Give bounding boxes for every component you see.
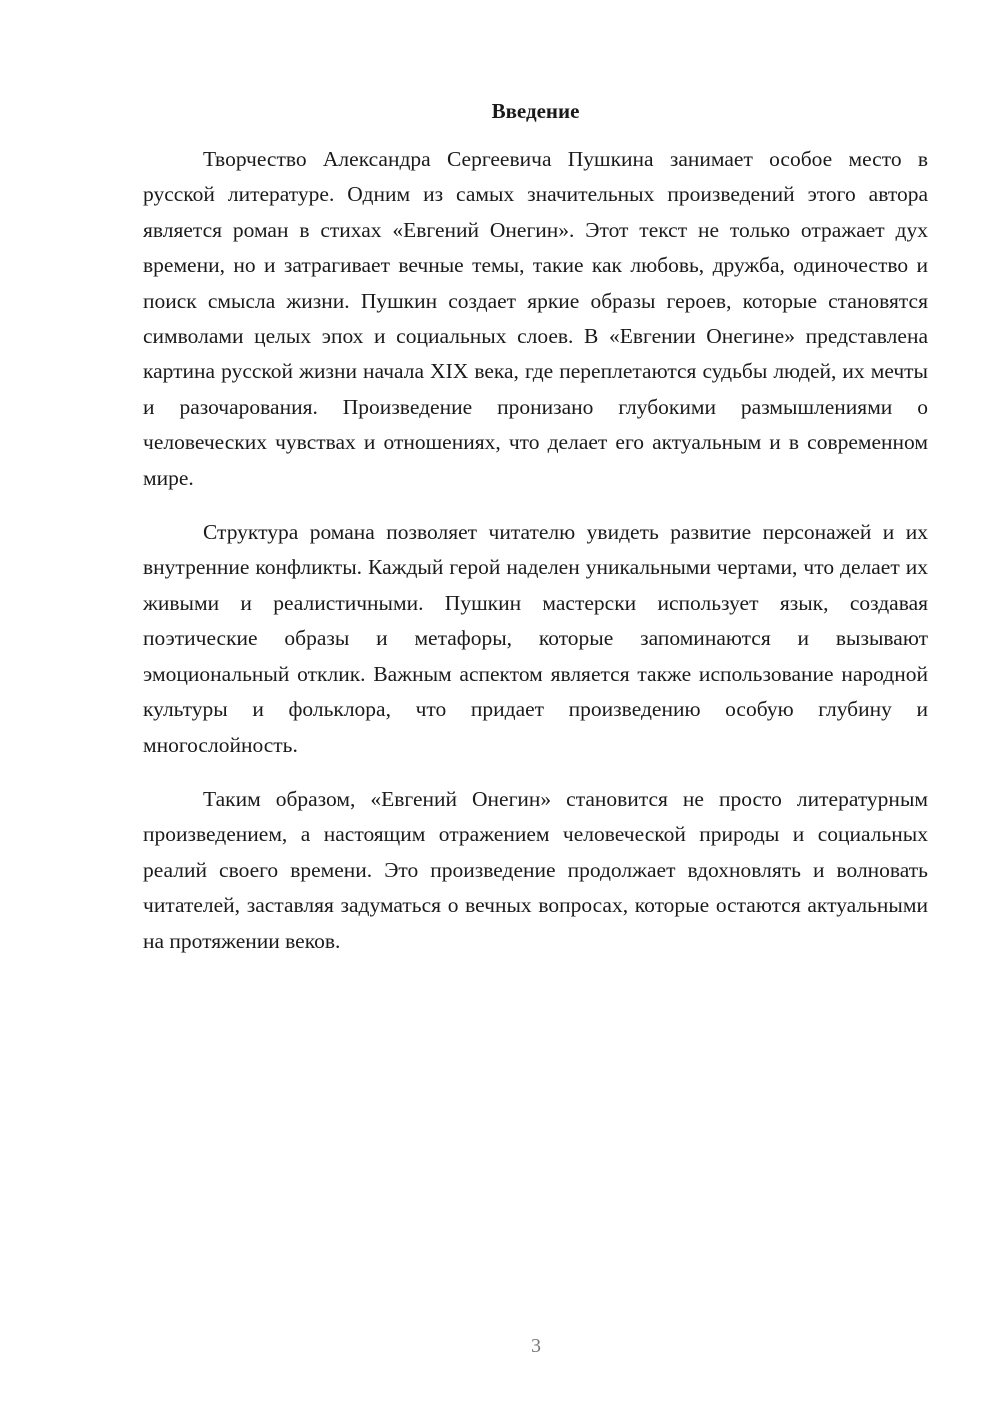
- section-heading: Введение: [491, 99, 580, 123]
- body-text: [143, 142, 928, 959]
- paragraph-1: Творчество Александра Сергеевича Пушкина занимает особое место в русской литературе. Одним из самых значительных произведений этого автора является роман в стихах «Евгений Онегин». Этот текст не только отражает дух времени, но и затрагивает вечные темы, такие как любовь, дружба, одиночество и поиск смысла жизни. Пушкин создает яркие образы героев, которые становятся символами целых эпох и социальных слоев. В «Евгении Онегине» представлена картина русской жизни начала XIX века, где переплетаются судьбы людей, их мечты и разочарования. Произведение пронизано глубокими размышлениями о человеческих чувствах и отношениях, что делает его актуальным и в современном мире.: [143, 147, 928, 490]
- paragraph-3: Таким образом, «Евгений Онегин» становится не просто литературным произведением, а настоящим отражением человеческой природы и социальных реалий своего времени. Это произведение продолжает вдохновлять и волновать читателей, заставляя задуматься о вечных вопросах, которые остаются актуальными на протяжении веков.: [143, 786, 928, 953]
- page-number: 3: [531, 1335, 541, 1357]
- paragraph-2: Структура романа позволяет читателю увидеть развитие персонажей и их внутренние конфликты. Каждый герой наделен уникальными чертами, что делает их живыми и реалистичными. Пушкин мастерски использует язык, создавая поэтические образы и метафоры, которые запоминаются и вызывают эмоциональный отклик. Важным аспектом является также использование народной культуры и фольклора, что придает произведению особую глубину и многослойность.: [143, 520, 928, 757]
